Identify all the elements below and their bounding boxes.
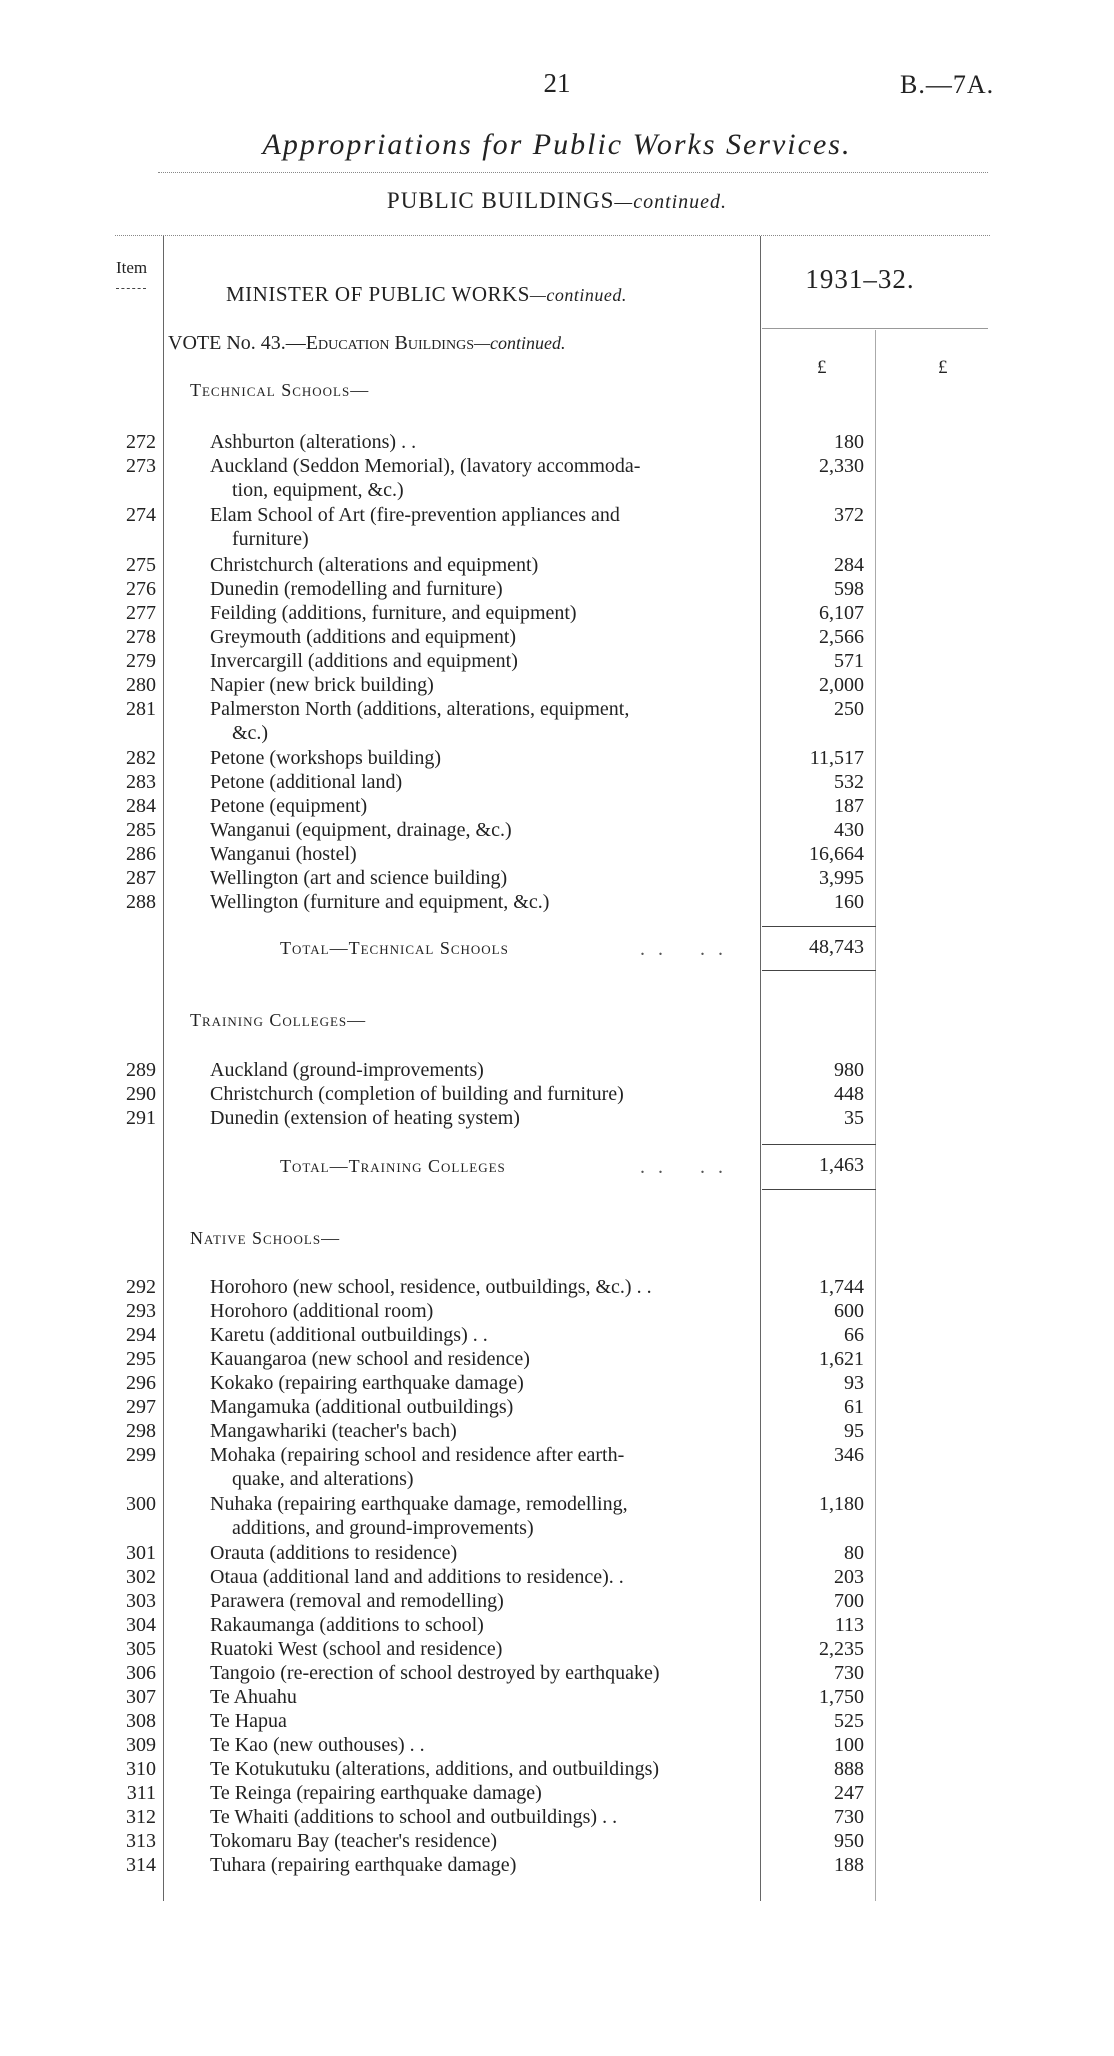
item-description: Tangoio (re-erection of school destroyed by earthquake)	[210, 1662, 660, 1684]
table-row	[0, 673, 1114, 697]
table-row	[0, 1757, 1114, 1781]
item-description: Dunedin (remodelling and furniture)	[210, 578, 503, 600]
table-row	[0, 649, 1114, 673]
minister-suffix: —continued.	[529, 285, 627, 305]
item-number: 297	[126, 1396, 156, 1418]
item-description: Horohoro (additional room)	[210, 1300, 434, 1322]
item-amount: 250	[834, 698, 864, 720]
item-description: Kokako (repairing earthquake damage)	[210, 1372, 524, 1394]
item-number: 294	[126, 1324, 156, 1346]
item-amount: 35	[844, 1107, 864, 1129]
item-description-continued: tion, equipment, &c.)	[232, 479, 404, 501]
table-row	[0, 866, 1114, 890]
table-row	[0, 1082, 1114, 1106]
item-amount: 61	[844, 1396, 864, 1418]
item-amount: 346	[834, 1444, 864, 1466]
item-number: 310	[126, 1758, 156, 1780]
item-number: 276	[126, 578, 156, 600]
item-amount: 6,107	[819, 602, 864, 624]
year-header: 1931–32.	[805, 264, 915, 294]
vote-prefix: VOTE No. 43.—	[168, 332, 306, 354]
currency-symbol-1: £	[817, 357, 827, 378]
item-description-continued: furniture)	[232, 528, 309, 550]
item-description: Te Kotukutuku (alterations, additions, and outbuildings)	[210, 1758, 660, 1780]
item-description: Christchurch (completion of building and furniture)	[210, 1083, 624, 1105]
item-amount: 188	[834, 1854, 864, 1876]
table-row	[0, 1299, 1114, 1323]
item-description: Parawera (removal and remodelling)	[210, 1590, 504, 1612]
item-amount: 525	[834, 1710, 864, 1732]
table-row	[0, 577, 1114, 601]
item-description: Elam School of Art (fire-prevention appliances and	[210, 504, 620, 526]
item-number: 293	[126, 1300, 156, 1322]
item-description: Rakaumanga (additions to school)	[210, 1614, 484, 1636]
item-amount: 888	[834, 1758, 864, 1780]
item-description-continued: additions, and ground-improvements)	[232, 1517, 534, 1539]
item-number: 290	[126, 1083, 156, 1105]
table-row	[0, 1685, 1114, 1709]
item-column-header: Item	[116, 258, 148, 277]
table-row	[0, 1781, 1114, 1805]
item-number: 284	[126, 795, 156, 817]
item-number: 304	[126, 1614, 156, 1636]
item-description: Te Ahuahu	[210, 1686, 297, 1708]
item-description: Dunedin (extension of heating system)	[210, 1107, 520, 1129]
item-number: 311	[126, 1782, 156, 1804]
item-amount: 600	[834, 1300, 864, 1322]
table-row	[0, 1829, 1114, 1853]
item-amount: 2,235	[819, 1638, 864, 1660]
item-amount: 2,330	[819, 455, 864, 477]
table-row-continuation	[0, 1467, 1114, 1491]
item-number: 287	[126, 867, 156, 889]
item-underline	[116, 288, 146, 289]
training-total-rule-top	[762, 1144, 876, 1145]
item-description: Te Reinga (repairing earthquake damage)	[210, 1782, 542, 1804]
item-amount: 187	[834, 795, 864, 817]
item-description: Christchurch (alterations and equipment)	[210, 554, 539, 576]
table-row-continuation	[0, 1516, 1114, 1540]
vote-name: Education Buildings	[305, 332, 474, 354]
title-rule	[158, 172, 988, 173]
item-amount: 730	[834, 1806, 864, 1828]
item-amount: 372	[834, 504, 864, 526]
item-number: 289	[126, 1059, 156, 1081]
training-total-rule-bottom	[762, 1189, 876, 1190]
item-description: Petone (workshops building)	[210, 747, 442, 769]
page-number: 21	[543, 68, 571, 98]
training-total-amount: 1,463	[819, 1154, 864, 1176]
item-amount: 448	[834, 1083, 864, 1105]
item-number: 305	[126, 1638, 156, 1660]
item-description: Invercargill (additions and equipment)	[210, 650, 518, 672]
item-number: 291	[126, 1107, 156, 1129]
table-row	[0, 1395, 1114, 1419]
item-amount: 1,180	[819, 1493, 864, 1515]
item-number: 296	[126, 1372, 156, 1394]
table-row	[0, 1371, 1114, 1395]
table-row	[0, 1565, 1114, 1589]
item-amount: 980	[834, 1059, 864, 1081]
item-description: Te Whaiti (additions to school and outbuildings) . .	[210, 1806, 618, 1828]
item-number: 273	[126, 455, 156, 477]
item-description: Te Kao (new outhouses) . .	[210, 1734, 425, 1756]
item-number: 279	[126, 650, 156, 672]
table-row-continuation	[0, 478, 1114, 502]
item-description: Ashburton (alterations) . .	[210, 431, 417, 453]
vote-heading	[168, 332, 565, 355]
table-row	[0, 1419, 1114, 1443]
table-row	[0, 1613, 1114, 1637]
item-amount: 1,621	[819, 1348, 864, 1370]
item-amount: 160	[834, 891, 864, 913]
item-number: 274	[126, 504, 156, 526]
item-amount: 113	[834, 1614, 864, 1636]
item-number: 280	[126, 674, 156, 696]
section-suffix: —continued.	[614, 191, 728, 213]
table-row	[0, 770, 1114, 794]
item-number: 301	[126, 1542, 156, 1564]
technical-total-leader: . . . .	[640, 938, 727, 960]
item-number: 300	[126, 1493, 156, 1515]
item-number: 299	[126, 1444, 156, 1466]
item-description: Palmerston North (additions, alterations, equipment,	[210, 698, 630, 720]
item-number: 309	[126, 1734, 156, 1756]
table-row	[0, 1589, 1114, 1613]
item-description: Orauta (additions to residence)	[210, 1542, 458, 1564]
table-row	[0, 1106, 1114, 1130]
table-row	[0, 553, 1114, 577]
item-number: 281	[126, 698, 156, 720]
item-number: 285	[126, 819, 156, 841]
section-title	[0, 188, 1114, 214]
item-amount: 93	[844, 1372, 864, 1394]
item-number: 306	[126, 1662, 156, 1684]
item-amount: 11,517	[809, 747, 864, 769]
item-description: Kauangaroa (new school and residence)	[210, 1348, 530, 1370]
item-description: Auckland (Seddon Memorial), (lavatory accommoda-	[210, 455, 641, 477]
table-row	[0, 1541, 1114, 1565]
item-amount: 1,744	[819, 1276, 864, 1298]
item-amount: 598	[834, 578, 864, 600]
item-description: Nuhaka (repairing earthquake damage, remodelling,	[210, 1493, 628, 1515]
item-description: Mangawhariki (teacher's bach)	[210, 1420, 457, 1442]
item-amount: 950	[834, 1830, 864, 1852]
item-number: 277	[126, 602, 156, 624]
item-amount: 430	[834, 819, 864, 841]
table-row	[0, 842, 1114, 866]
item-number: 286	[126, 843, 156, 865]
table-row	[0, 1347, 1114, 1371]
item-description: Tokomaru Bay (teacher's residence)	[210, 1830, 498, 1852]
item-description: Wellington (art and science building)	[210, 867, 508, 889]
item-number: 302	[126, 1566, 156, 1588]
item-amount: 66	[844, 1324, 864, 1346]
item-description: Mangamuka (additional outbuildings)	[210, 1396, 514, 1418]
item-number: 295	[126, 1348, 156, 1370]
table-row	[0, 625, 1114, 649]
table-row	[0, 1709, 1114, 1733]
table-row	[0, 1443, 1114, 1467]
training-total-leader: . . . .	[640, 1156, 727, 1178]
item-description: Petone (equipment)	[210, 795, 368, 817]
item-description: Horohoro (new school, residence, outbuildings, &c.) . .	[210, 1276, 652, 1298]
item-description: Mohaka (repairing school and residence after earth-	[210, 1444, 625, 1466]
minister-name: MINISTER OF PUBLIC WORKS	[226, 282, 530, 306]
technical-schools-heading: Technical Schools—	[190, 380, 370, 400]
table-row	[0, 1492, 1114, 1516]
training-total-label: Total—Training Colleges	[280, 1156, 506, 1176]
item-amount: 284	[834, 554, 864, 576]
item-amount: 571	[834, 650, 864, 672]
item-amount: 95	[844, 1420, 864, 1442]
item-number: 308	[126, 1710, 156, 1732]
table-row	[0, 454, 1114, 478]
item-amount: 80	[844, 1542, 864, 1564]
item-number: 292	[126, 1276, 156, 1298]
item-number: 314	[126, 1854, 156, 1876]
technical-total-rule-bottom	[762, 970, 876, 971]
item-description: Wanganui (equipment, drainage, &c.)	[210, 819, 512, 841]
item-amount: 16,664	[809, 843, 864, 865]
item-number: 298	[126, 1420, 156, 1442]
table-row	[0, 1661, 1114, 1685]
item-amount: 2,566	[819, 626, 864, 648]
item-description: Petone (additional land)	[210, 771, 403, 793]
table-row	[0, 818, 1114, 842]
technical-total-rule-top	[762, 926, 876, 927]
table-row	[0, 697, 1114, 721]
table-row	[0, 1058, 1114, 1082]
item-number: 272	[126, 431, 156, 453]
item-amount: 532	[834, 771, 864, 793]
native-schools-heading: Native Schools—	[190, 1228, 341, 1248]
item-number: 282	[126, 747, 156, 769]
item-number: 283	[126, 771, 156, 793]
vote-suffix: —continued.	[473, 333, 566, 353]
item-description: Ruatoki West (school and residence)	[210, 1638, 503, 1660]
item-amount: 100	[834, 1734, 864, 1756]
item-description: Karetu (additional outbuildings) . .	[210, 1324, 488, 1346]
table-row	[0, 1637, 1114, 1661]
currency-symbol-2: £	[938, 357, 948, 378]
minister-heading	[226, 282, 627, 307]
item-description: Tuhara (repairing earthquake damage)	[210, 1854, 517, 1876]
table-row	[0, 890, 1114, 914]
item-amount: 1,750	[819, 1686, 864, 1708]
table-row	[0, 1323, 1114, 1347]
page-title: Appropriations for Public Works Services.	[262, 128, 852, 161]
item-amount: 3,995	[819, 867, 864, 889]
table-row	[0, 1733, 1114, 1757]
item-number: 313	[126, 1830, 156, 1852]
item-amount: 203	[834, 1566, 864, 1588]
table-row	[0, 1805, 1114, 1829]
training-colleges-heading: Training Colleges—	[190, 1010, 367, 1030]
item-number: 278	[126, 626, 156, 648]
table-row-continuation	[0, 527, 1114, 551]
table-row	[0, 430, 1114, 454]
item-amount: 2,000	[819, 674, 864, 696]
item-amount: 700	[834, 1590, 864, 1612]
item-number: 275	[126, 554, 156, 576]
technical-total-label: Total—Technical Schools	[280, 938, 509, 958]
year-underline	[762, 328, 988, 329]
item-description: Otaua (additional land and additions to residence). .	[210, 1566, 624, 1588]
table-row	[0, 503, 1114, 527]
table-row-continuation	[0, 721, 1114, 745]
item-description: Wellington (furniture and equipment, &c.)	[210, 891, 550, 913]
item-description: Wanganui (hostel)	[210, 843, 357, 865]
item-description: Te Hapua	[210, 1710, 287, 1732]
item-description: Napier (new brick building)	[210, 674, 434, 696]
item-number: 312	[126, 1806, 156, 1828]
item-description-continued: quake, and alterations)	[232, 1468, 414, 1490]
item-amount: 247	[834, 1782, 864, 1804]
document-code: B.—7A.	[900, 70, 995, 99]
table-top-rule	[115, 235, 990, 236]
section-name: PUBLIC BUILDINGS	[386, 188, 615, 213]
table-row	[0, 1275, 1114, 1299]
table-row	[0, 1853, 1114, 1877]
item-description: Greymouth (additions and equipment)	[210, 626, 517, 648]
table-row	[0, 794, 1114, 818]
item-number: 288	[126, 891, 156, 913]
item-description: Feilding (additions, furniture, and equipment)	[210, 602, 577, 624]
item-amount: 180	[834, 431, 864, 453]
item-amount: 730	[834, 1662, 864, 1684]
item-description: Auckland (ground-improvements)	[210, 1059, 484, 1081]
technical-total-amount: 48,743	[809, 936, 864, 958]
table-row	[0, 601, 1114, 625]
item-number: 307	[126, 1686, 156, 1708]
item-description-continued: &c.)	[232, 722, 269, 744]
item-number: 303	[126, 1590, 156, 1612]
table-row	[0, 746, 1114, 770]
